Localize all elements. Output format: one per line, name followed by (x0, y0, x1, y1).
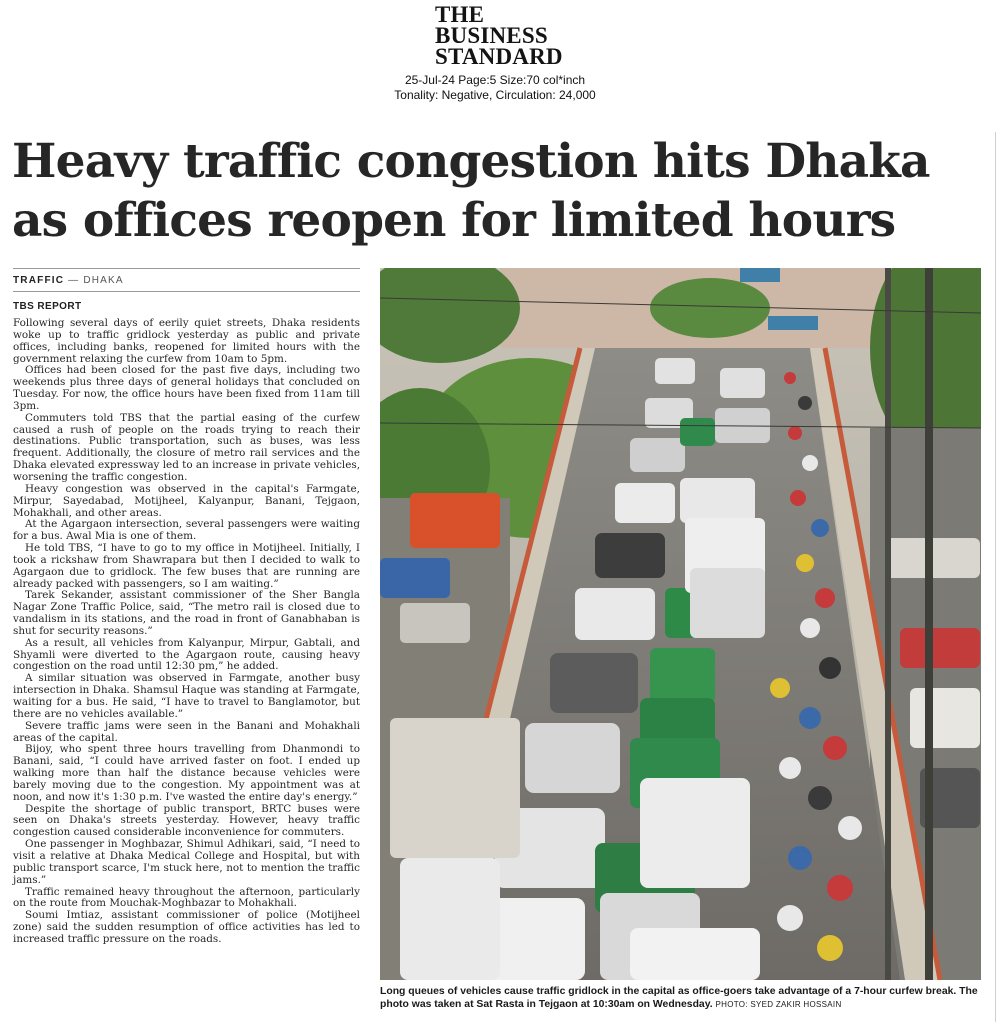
side-car (400, 603, 470, 643)
side-car (900, 628, 980, 668)
article-paragraph: He told TBS, “I have to go to my office in Motijheel. Initially, I took a rickshaw from Shawrapara but then I decided to walk to Agargaon due to gridlock. The few buses that are running are already packed with passengers, so I am waiting.” (13, 542, 360, 590)
article-paragraph: A similar situation was observed in Farmgate, another busy intersection in Dhaka. Shamsul Haque was standing at Farmgate, waiting for a bus. He said, “I have to travel to Banglamotor, but there are no vehicles available.” (13, 672, 360, 720)
article-column (13, 268, 360, 946)
publication-logo (380, 4, 610, 67)
article-paragraph: Commuters told TBS that the partial easing of the curfew caused a rush of people on the roads trying to reach their destinations. Public transportation, such as buses, was less frequent. Additionally, the closure of metro rail services and the Dhaka elevated expressway led to an increase in private vehicles, worsening the traffic congestion. (13, 411, 360, 483)
photo-credit: PHOTO: SYED ZAKIR HOSSAIN (715, 1000, 842, 1009)
traffic-photo-illustration (380, 268, 981, 980)
clip-meta-date-page: 25-Jul-24 Page:5 Size:70 col*inch (404, 73, 586, 87)
background-sign (740, 268, 780, 282)
background-sign (768, 316, 818, 330)
article-paragraph: At the Agargaon intersection, several passengers were waiting for a bus. Awal Mia is one of them. (13, 518, 360, 543)
caption-text: Long queues of vehicles cause traffic gridlock in the capital as office-goers take advantage of a 7-hour curfew break. The photo was taken at Sat Rasta in Tejgaon at 10:30am on Wednesday. (380, 986, 978, 1010)
logo-line-1: THE (435, 2, 485, 27)
article-paragraph: Following several days of eerily quiet streets, Dhaka residents woke up to traffic gridlock yesterday as public and private offices, including banks, reopened for limited hours with the government relaxing the curfew from 10am to 5pm. (13, 317, 360, 365)
photo-caption (380, 985, 990, 1011)
article-paragraph: Heavy congestion was observed in the capital's Farmgate, Mirpur, Sayedabad, Motijheel, Kalyanpur, Banani, Tejgaon, Mohakhali, and other areas. (13, 482, 360, 519)
byline: TBS REPORT (13, 301, 82, 312)
tree-canopy (650, 278, 770, 338)
article-paragraph: Tarek Sekander, assistant commissioner of the Sher Bangla Nagar Zone Traffic Police, said, “The metro rail is closed due to vandalism in its stations, and the road in front of Ganabhaban is shut for security reasons.” (13, 589, 360, 637)
article-paragraph: Despite the shortage of public transport, BRTC buses were seen on Dhaka's streets yesterday. However, heavy traffic congestion caused considerable inconvenience for commuters. (13, 802, 360, 839)
side-car (380, 558, 450, 598)
article-paragraph: Offices had been closed for the past five days, including two weekends plus three days of general holidays that concluded on Tuesday. For now, the office hours have been fixed from 11am till 3pm. (13, 364, 360, 412)
masthead (380, 4, 610, 103)
clip-metadata (380, 73, 610, 103)
article-paragraph: Traffic remained heavy throughout the afternoon, particularly on the route from Mouchak-Moghbazar to Mohakhali. (13, 885, 360, 910)
section-label: TRAFFIC (13, 275, 65, 286)
article-paragraph: Bijoy, who spent three hours travelling from Dhanmondi to Banani, said, “I could have arrived faster on foot. I ended up walking more than half the distance because vehicles were barely moving due to the congestion. My appointment was at noon, and now it's 1:30 p.m. I've wasted the entire day's energy.” (13, 743, 360, 803)
logo-line-2: BUSINESS (435, 23, 548, 48)
page-edge-rule (995, 132, 996, 1022)
subsection-label: — DHAKA (68, 275, 124, 286)
section-kicker (13, 269, 360, 291)
utility-pole (885, 268, 891, 980)
article-paragraph: Severe traffic jams were seen in the Banani and Mohakhali areas of the capital. (13, 719, 360, 744)
traffic-photo (380, 268, 981, 980)
kicker-bottom-rule (13, 291, 360, 292)
article-paragraph: One passenger in Moghbazar, Shimul Adhikari, said, “I need to visit a relative at Dhaka Medical College and Hospital, but with public transport scarce, I'm stuck here, not to mention the traffic jams.” (13, 838, 360, 886)
utility-pole (925, 268, 933, 980)
headline: Heavy traffic congestion hits Dhaka as offices reopen for limited hours (12, 134, 930, 248)
article-body (13, 318, 360, 946)
clip-meta-tonality: Tonality: Negative, Circulation: 24,000 (394, 88, 596, 102)
side-car (910, 688, 980, 748)
logo-line-3: STANDARD (435, 44, 563, 69)
article-paragraph: As a result, all vehicles from Kalyanpur, Mirpur, Gabtali, and Shyamli were diverted to the Agargaon route, causing heavy congestion on the road until 12:30 pm,” he added. (13, 636, 360, 673)
bus (410, 493, 500, 548)
article-paragraph: Soumi Imtiaz, assistant commissioner of police (Motijheel zone) said the sudden resumption of office activities has led to increased traffic pressure on the roads. (13, 909, 360, 945)
